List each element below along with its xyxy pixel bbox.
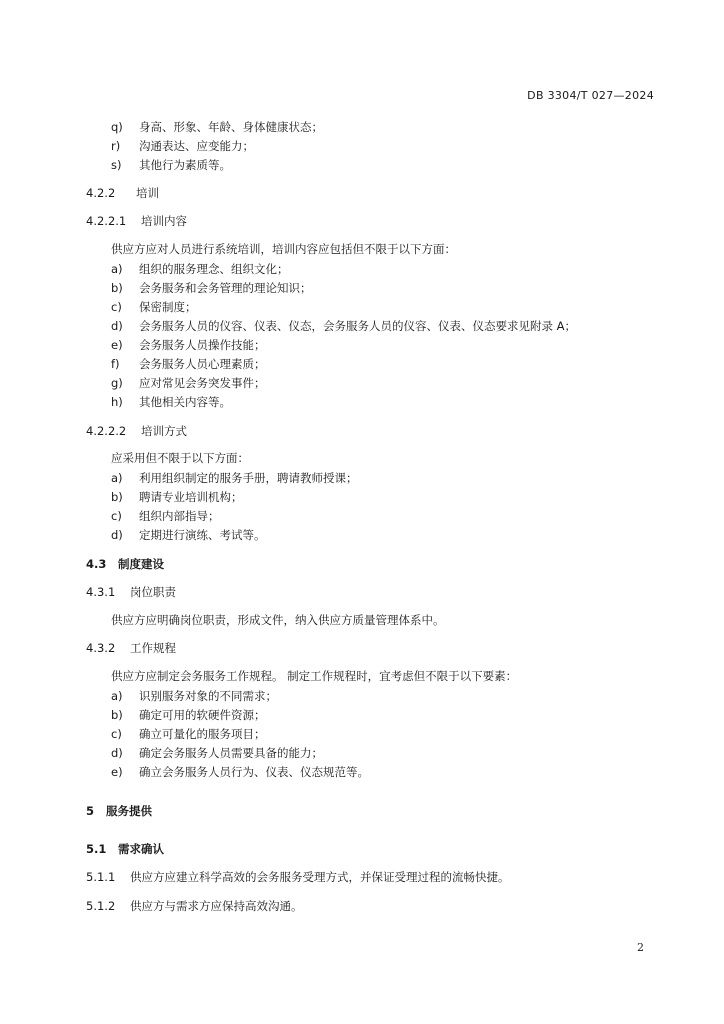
page-number: 2 — [637, 941, 644, 954]
list-marker: c) — [111, 727, 122, 741]
list-item: 确定会务服务人员需要具备的能力； — [139, 746, 323, 760]
section-title: 岗位职责 — [130, 585, 176, 599]
section-title: 培训 — [136, 186, 159, 200]
list-marker: d) — [111, 746, 123, 760]
list-marker: d) — [111, 528, 123, 542]
list-item: 组织内部指导； — [139, 509, 220, 523]
list-marker: b) — [111, 490, 123, 504]
list-item: 会务服务人员心理素质； — [139, 357, 266, 371]
section-number: 5.1 — [86, 842, 107, 856]
list-item: 其他行为素质等。 — [139, 158, 231, 172]
list-marker: r) — [111, 139, 121, 153]
paragraph: 供应方应对人员进行系统培训，培训内容应包括但不限于以下方面： — [111, 242, 456, 256]
list-marker: s) — [111, 158, 122, 172]
list-marker: g) — [111, 376, 123, 390]
heading-4-3-1 — [86, 585, 176, 599]
section-number: 4.3 — [86, 557, 107, 571]
paragraph: 供应方应明确岗位职责，形成文件，纳入供应方质量管理体系中。 — [111, 613, 445, 627]
list-item: 会务服务人员操作技能； — [139, 338, 266, 352]
list-marker: d) — [111, 319, 123, 333]
section-number: 4.3.2 — [86, 641, 116, 655]
section-title: 制度建设 — [118, 557, 164, 571]
heading-4-2-2-1 — [86, 214, 187, 228]
list-item: 定期进行演练、考试等。 — [139, 528, 266, 542]
clause-5-1-2 — [86, 899, 303, 913]
list-item: 沟通表达、应变能力； — [139, 139, 254, 153]
section-title: 培训方式 — [141, 424, 187, 438]
section-number: 4.3.1 — [86, 585, 116, 599]
list-item: 利用组织制定的服务手册，聘请教师授课； — [139, 471, 358, 485]
heading-4-3-2 — [86, 641, 176, 655]
section-number: 5.1.1 — [86, 870, 116, 884]
section-title: 工作规程 — [130, 641, 176, 655]
paragraph: 应采用但不限于以下方面： — [111, 451, 249, 465]
section-number: 5 — [86, 804, 95, 818]
list-item: 聘请专业培训机构； — [139, 490, 243, 504]
list-marker: c) — [111, 509, 122, 523]
list-item: 身高、形象、年龄、身体健康状态； — [139, 120, 323, 134]
clause-5-1-1 — [86, 870, 510, 884]
list-marker: q) — [111, 120, 123, 134]
list-item: 确立会务服务人员行为、仪表、仪态规范等。 — [139, 765, 369, 779]
section-title: 培训内容 — [141, 214, 187, 228]
section-number: 4.2.2.1 — [86, 214, 127, 228]
list-item: 保密制度； — [139, 300, 197, 314]
list-marker: c) — [111, 300, 122, 314]
list-marker: e) — [111, 338, 123, 352]
list-marker: a) — [111, 262, 123, 276]
standard-number: DB 3304/T 027—2024 — [527, 89, 654, 102]
list-item: 会务服务和会务管理的理论知识； — [139, 281, 312, 295]
list-marker: b) — [111, 708, 123, 722]
section-number: 4.2.2.2 — [86, 424, 127, 438]
list-marker: f) — [111, 357, 120, 371]
list-marker: a) — [111, 689, 123, 703]
list-marker: h) — [111, 395, 123, 409]
list-item: 确立可量化的服务项目； — [139, 727, 266, 741]
heading-5-1 — [86, 842, 164, 856]
list-item: 会务服务人员的仪容、仪表、仪态，会务服务人员的仪容、仪表、仪态要求见附录 A； — [139, 319, 577, 333]
list-marker: b) — [111, 281, 123, 295]
heading-4-2-2-2 — [86, 424, 187, 438]
section-number: 5.1.2 — [86, 899, 116, 913]
list-item: 确定可用的软硬件资源； — [139, 708, 266, 722]
section-number: 4.2.2 — [86, 186, 116, 200]
list-item: 组织的服务理念、组织文化； — [139, 262, 289, 276]
section-title: 服务提供 — [106, 804, 152, 818]
list-marker: e) — [111, 765, 123, 779]
list-item: 应对常见会务突发事件； — [139, 376, 266, 390]
clause-text: 供应方应建立科学高效的会务服务受理方式，并保证受理过程的流畅快捷。 — [130, 870, 510, 884]
heading-5 — [86, 804, 152, 818]
list-item: 其他相关内容等。 — [139, 395, 231, 409]
paragraph: 供应方应制定会务服务工作规程。 制定工作规程时，宜考虑但不限于以下要素： — [111, 669, 518, 683]
clause-text: 供应方与需求方应保持高效沟通。 — [130, 899, 303, 913]
section-title: 需求确认 — [118, 842, 164, 856]
list-marker: a) — [111, 471, 123, 485]
heading-4-2-2 — [86, 186, 159, 200]
list-item: 识别服务对象的不同需求； — [139, 689, 277, 703]
heading-4-3 — [86, 557, 164, 571]
